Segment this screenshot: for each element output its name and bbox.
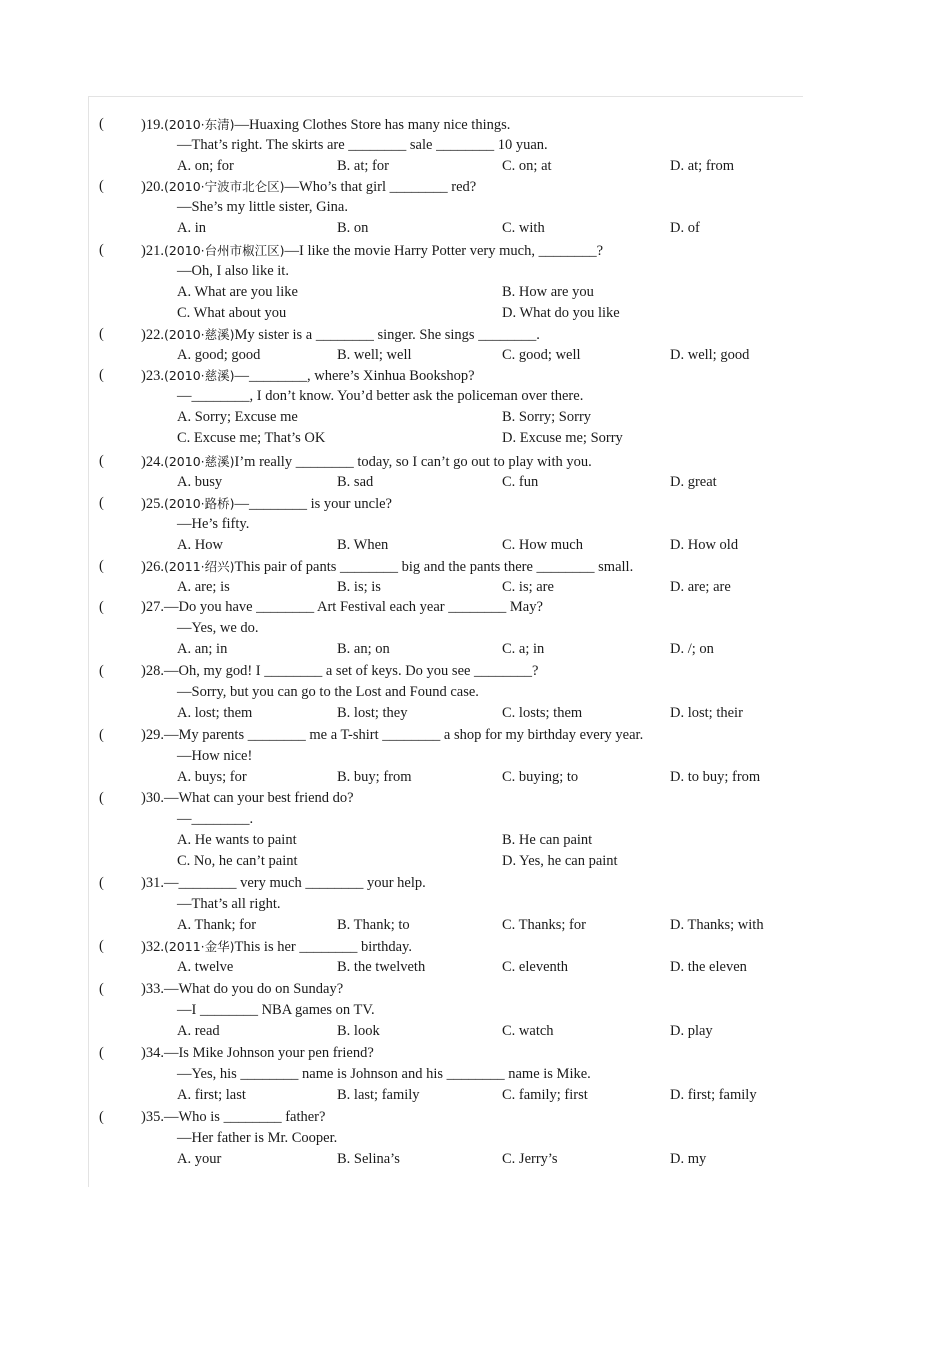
answer-bracket[interactable]: (: [99, 1045, 104, 1061]
answer-bracket[interactable]: (: [99, 558, 104, 574]
answer-bracket[interactable]: (: [99, 938, 104, 954]
answer-bracket[interactable]: (: [99, 367, 104, 383]
question-text: My sister is a ________ singer. She sings ________.: [234, 327, 540, 343]
answer-option[interactable]: C. Thanks; for: [502, 917, 586, 933]
answer-option[interactable]: B. Thank; to: [337, 917, 410, 933]
answer-option[interactable]: B. the twelveth: [337, 959, 426, 975]
answer-option[interactable]: C. Jerry’s: [502, 1151, 558, 1167]
question-source: (2010·宁波市北仑区): [163, 179, 285, 194]
question-number: )23.: [141, 368, 164, 384]
answer-bracket[interactable]: (: [99, 495, 104, 511]
question-text: This pair of pants ________ big and the pants there ________ small.: [234, 559, 634, 575]
answer-bracket[interactable]: (: [99, 326, 104, 342]
answer-option[interactable]: A. in: [177, 220, 206, 236]
question-number: )35.: [141, 1109, 164, 1125]
answer-option[interactable]: A. first; last: [177, 1087, 246, 1103]
answer-option[interactable]: B. buy; from: [337, 769, 412, 785]
question-reply: —________, I don’t know. You’d better ask the policeman over there.: [177, 388, 584, 404]
answer-bracket[interactable]: (: [99, 1109, 104, 1125]
question-line: [89, 1043, 803, 1064]
question-line: [89, 556, 803, 577]
question-stem: [141, 493, 392, 515]
answer-bracket[interactable]: (: [99, 178, 104, 194]
answer-bracket[interactable]: (: [99, 727, 104, 743]
question-stem: [141, 365, 475, 387]
question-text: —My parents ________ me a T-shirt ________ a shop for my birthday every year.: [163, 727, 644, 743]
answer-bracket[interactable]: (: [99, 599, 104, 615]
question-text: —Is Mike Johnson your pen friend?: [163, 1045, 374, 1061]
question-line: [89, 1107, 803, 1128]
question-reply: —How nice!: [177, 748, 253, 764]
answer-option[interactable]: D. at; from: [670, 158, 735, 174]
answer-option[interactable]: D. /; on: [670, 641, 714, 657]
answer-option[interactable]: D. first; family: [670, 1087, 757, 1103]
answer-option[interactable]: D. lost; their: [670, 705, 743, 721]
question-number: )24.: [141, 454, 164, 470]
answer-option[interactable]: C. No, he can’t paint: [177, 853, 298, 869]
answer-bracket[interactable]: (: [99, 875, 104, 891]
question-stem: [141, 661, 539, 682]
question-text: I’m really ________ today, so I can’t go out to play with you.: [234, 454, 592, 470]
question-number: )28.: [141, 663, 164, 679]
question-stem: [141, 936, 412, 958]
question-number: )21.: [141, 243, 164, 259]
answer-option[interactable]: B. When: [337, 537, 389, 553]
question-line: [89, 873, 803, 894]
question-number: )26.: [141, 559, 164, 575]
answer-option[interactable]: C. How much: [502, 537, 583, 553]
answer-option[interactable]: A. How: [177, 537, 223, 553]
answer-option[interactable]: C. a; in: [502, 641, 545, 657]
answer-option[interactable]: B. well; well: [337, 347, 412, 363]
question-reply: —She’s my little sister, Gina.: [177, 199, 348, 215]
question-reply: —He’s fifty.: [177, 516, 250, 532]
answer-option[interactable]: A. your: [177, 1151, 222, 1167]
question-reply: —That’s all right.: [177, 896, 281, 912]
question-line: [89, 114, 803, 135]
answer-bracket[interactable]: (: [99, 116, 104, 132]
question-number: )20.: [141, 179, 164, 195]
answer-option[interactable]: A. He wants to paint: [177, 832, 297, 848]
question-reply: —Her father is Mr. Cooper.: [177, 1130, 338, 1146]
question-text: —Oh, my god! I ________ a set of keys. Do you see ________?: [163, 663, 539, 679]
question-number: )29.: [141, 727, 164, 743]
question-reply: —Sorry, but you can go to the Lost and Found case.: [177, 684, 479, 700]
answer-option[interactable]: C. with: [502, 220, 545, 236]
answer-option[interactable]: D. great: [670, 474, 717, 490]
question-reply: —That’s right. The skirts are ________ sale ________ 10 yuan.: [177, 137, 548, 153]
question-text: —What can your best friend do?: [163, 790, 354, 806]
answer-option[interactable]: D. the eleven: [670, 959, 747, 975]
question-stem: [141, 873, 426, 894]
question-text: —________, where’s Xinhua Bookshop?: [234, 368, 475, 384]
question-line: [89, 324, 803, 345]
question-source: (2010·东清): [163, 117, 235, 132]
answer-option[interactable]: B. Sorry; Sorry: [502, 409, 592, 425]
question-text: This is her ________ birthday.: [234, 939, 412, 955]
question-stem: [141, 176, 476, 198]
answer-bracket[interactable]: (: [99, 790, 104, 806]
answer-option[interactable]: B. lost; they: [337, 705, 408, 721]
question-text: —________ is your uncle?: [234, 496, 392, 512]
answer-bracket[interactable]: (: [99, 981, 104, 997]
answer-option[interactable]: A. What are you like: [177, 284, 298, 300]
question-number: )31.: [141, 875, 164, 891]
question-number: )30.: [141, 790, 164, 806]
question-source: (2010·慈溪): [163, 327, 235, 342]
question-line: [89, 597, 803, 618]
answer-option[interactable]: C. eleventh: [502, 959, 569, 975]
question-source: (2010·慈溪): [163, 454, 235, 469]
question-text: —What do you do on Sunday?: [163, 981, 344, 997]
answer-option[interactable]: B. How are you: [502, 284, 594, 300]
question-stem: [141, 240, 603, 262]
question-line: [89, 493, 803, 514]
answer-option[interactable]: B. an; on: [337, 641, 390, 657]
question-number: )27.: [141, 599, 164, 615]
question-number: )33.: [141, 981, 164, 997]
question-reply: —________.: [177, 811, 254, 827]
answer-option[interactable]: D. play: [670, 1023, 713, 1039]
question-text: —________ very much ________ your help.: [163, 875, 426, 891]
answer-option[interactable]: B. last; family: [337, 1087, 420, 1103]
question-line: [89, 788, 803, 809]
answer-option[interactable]: A. are; is: [177, 579, 230, 595]
question-reply: —Yes, his ________ name is Johnson and his ________ name is Mike.: [177, 1066, 591, 1082]
answer-option[interactable]: A. lost; them: [177, 705, 253, 721]
answer-option[interactable]: C. family; first: [502, 1087, 588, 1103]
answer-option[interactable]: A. buys; for: [177, 769, 247, 785]
question-source: (2010·路桥): [163, 496, 235, 511]
answer-option[interactable]: A. good; good: [177, 347, 261, 363]
answer-bracket[interactable]: (: [99, 242, 104, 258]
question-text: —Do you have ________ Art Festival each year ________ May?: [163, 599, 543, 615]
question-stem: [141, 597, 543, 618]
answer-bracket[interactable]: (: [99, 453, 104, 469]
question-stem: [141, 725, 643, 746]
answer-option[interactable]: C. What about you: [177, 305, 287, 321]
question-stem: [141, 979, 343, 1000]
question-line: [89, 661, 803, 682]
question-text: —Who’s that girl ________ red?: [284, 179, 477, 195]
answer-option[interactable]: D. well; good: [670, 347, 750, 363]
question-stem: [141, 114, 510, 136]
answer-option[interactable]: A. Thank; for: [177, 917, 257, 933]
answer-option[interactable]: C. fun: [502, 474, 539, 490]
answer-option[interactable]: C. on; at: [502, 158, 552, 174]
answer-option[interactable]: B. at; for: [337, 158, 389, 174]
worksheet-page: [88, 96, 803, 1187]
question-text: —I like the movie Harry Potter very much, ________?: [284, 243, 604, 259]
question-reply: —Oh, I also like it.: [177, 263, 289, 279]
question-stem: [141, 788, 354, 809]
question-line: [89, 240, 803, 261]
answer-option[interactable]: B. on: [337, 220, 369, 236]
answer-option[interactable]: D. Thanks; with: [670, 917, 764, 933]
answer-option[interactable]: A. busy: [177, 474, 223, 490]
question-source: (2010·慈溪): [163, 368, 235, 383]
question-stem: [141, 324, 540, 346]
question-number: )22.: [141, 327, 164, 343]
question-line: [89, 176, 803, 197]
question-stem: [141, 556, 633, 578]
question-line: [89, 979, 803, 1000]
answer-option[interactable]: B. sad: [337, 474, 374, 490]
answer-option[interactable]: D. What do you like: [502, 305, 620, 321]
question-reply: —Yes, we do.: [177, 620, 259, 636]
answer-option[interactable]: C. losts; them: [502, 705, 583, 721]
answer-option[interactable]: B. Selina’s: [337, 1151, 400, 1167]
answer-option[interactable]: C. buying; to: [502, 769, 579, 785]
question-stem: [141, 1107, 325, 1128]
answer-option[interactable]: D. Excuse me; Sorry: [502, 430, 623, 446]
answer-option[interactable]: A. on; for: [177, 158, 234, 174]
question-number: )34.: [141, 1045, 164, 1061]
answer-option[interactable]: A. read: [177, 1023, 220, 1039]
answer-option[interactable]: D. How old: [670, 537, 739, 553]
question-source: (2010·台州市椒江区): [163, 243, 285, 258]
question-source: (2011·绍兴): [163, 559, 235, 574]
question-number: )25.: [141, 496, 164, 512]
question-reply: —I ________ NBA games on TV.: [177, 1002, 375, 1018]
answer-option[interactable]: D. to buy; from: [670, 769, 761, 785]
question-line: [89, 365, 803, 386]
answer-option[interactable]: A. twelve: [177, 959, 234, 975]
answer-option[interactable]: D. are; are: [670, 579, 731, 595]
answer-option[interactable]: D. of: [670, 220, 700, 236]
question-line: [89, 936, 803, 957]
question-text: —Who is ________ father?: [163, 1109, 326, 1125]
question-stem: [141, 451, 592, 473]
answer-option[interactable]: C. watch: [502, 1023, 554, 1039]
answer-option[interactable]: B. He can paint: [502, 832, 593, 848]
question-line: [89, 725, 803, 746]
answer-option[interactable]: C. good; well: [502, 347, 581, 363]
question-line: [89, 451, 803, 472]
question-text: —Huaxing Clothes Store has many nice things.: [234, 117, 511, 133]
question-number: )32.: [141, 939, 164, 955]
answer-option[interactable]: D. my: [670, 1151, 707, 1167]
answer-option[interactable]: A. Sorry; Excuse me: [177, 409, 298, 425]
answer-option[interactable]: C. is; are: [502, 579, 554, 595]
question-number: )19.: [141, 117, 164, 133]
answer-option[interactable]: C. Excuse me; That’s OK: [177, 430, 326, 446]
answer-option[interactable]: B. is; is: [337, 579, 381, 595]
answer-option[interactable]: B. look: [337, 1023, 380, 1039]
answer-option[interactable]: A. an; in: [177, 641, 228, 657]
answer-bracket[interactable]: (: [99, 663, 104, 679]
question-stem: [141, 1043, 374, 1064]
answer-option[interactable]: D. Yes, he can paint: [502, 853, 618, 869]
question-source: (2011·金华): [163, 939, 235, 954]
